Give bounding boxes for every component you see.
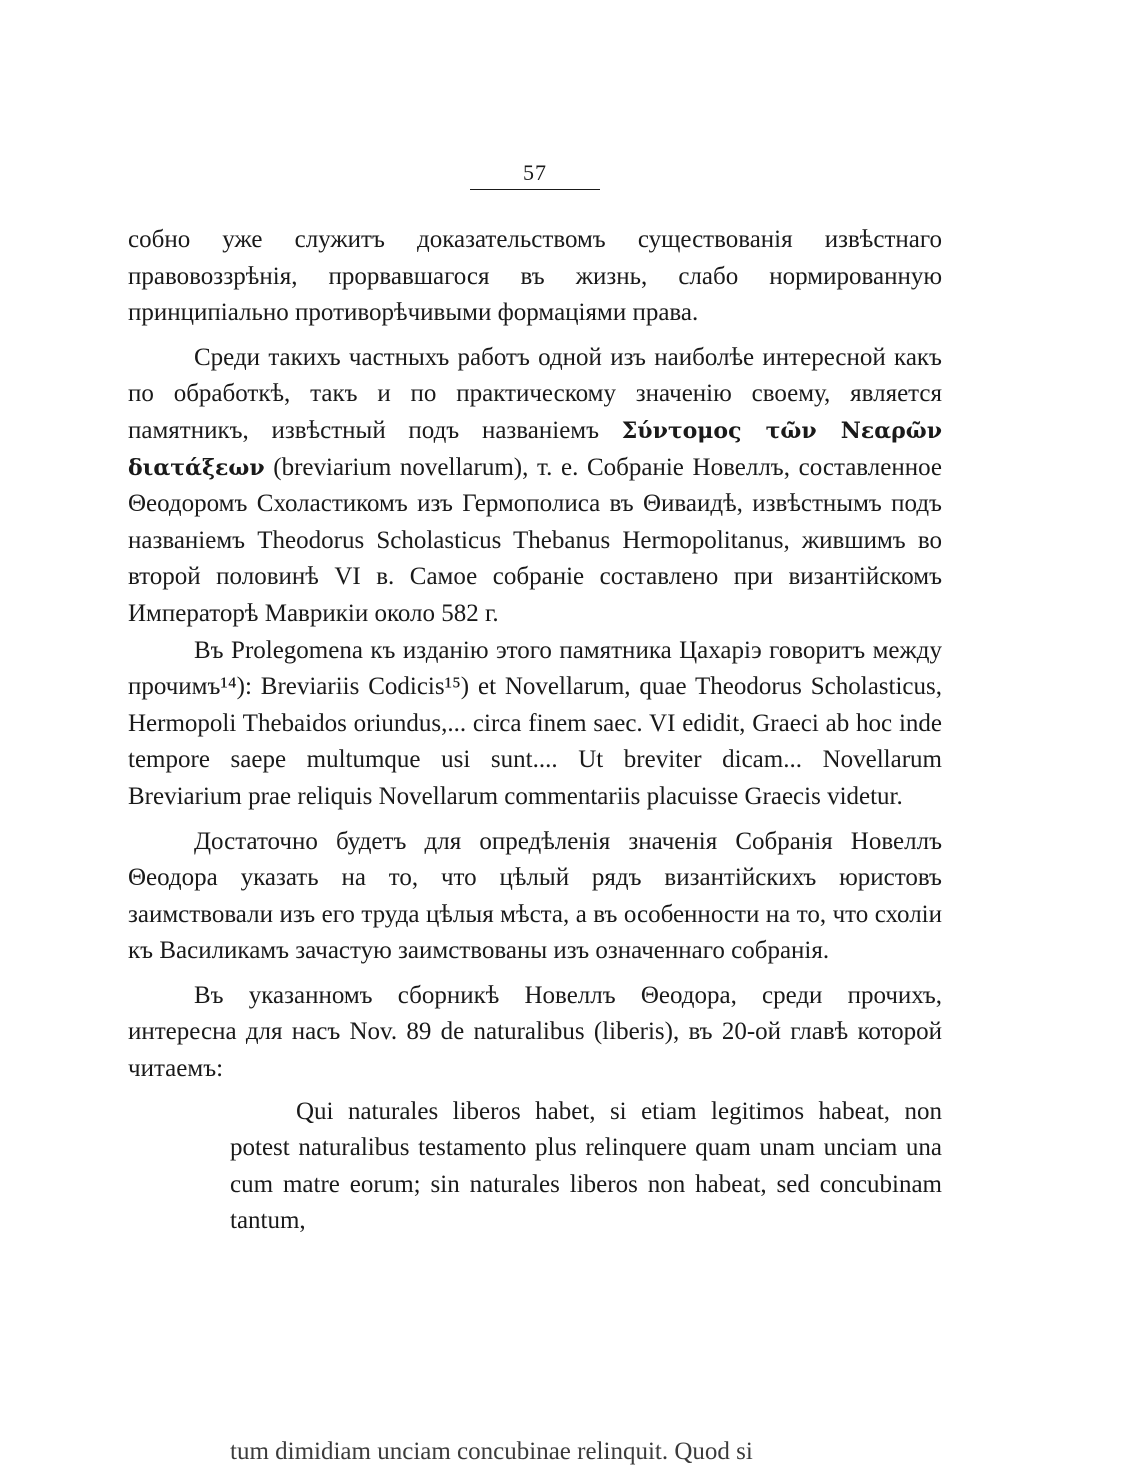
paragraph-2-end: (breviarium novellarum), т. е. Собраніе Новеллъ, составленное Θеодоромъ Схоластикомъ изъ Гермополиса въ Θиваидѣ, извѣстнымъ подъ названіемъ Theodorus Scholasticus Thebanus Hermopolitanus, жившимъ во второй половинѣ VI в. Самое собраніе составлено при византійскомъ Императорѣ Маврикіи около 582 г. [128, 453, 942, 627]
page-number: 57 [523, 160, 547, 185]
greek-title: Σύντομος τῶν Νεαρῶν διατάξεων [128, 417, 942, 481]
paragraph-3: Въ Prolegomena къ изданію этого памятника Цахаріэ говоритъ между прочимъ¹⁴): Breviariis Codicis¹⁵) et Novellarum, quae Theodorus Scholasticus, Hermopoli Thebaidos oriundus,... circa finem saec. VI edidit, Graeci ab hoc inde tempore saepe multumque usi sunt.... Ut breviter dicam... Novellarum Breviarium prae reliquis Novellarum commentariis placuisse Graecis videtur. [128, 636, 942, 810]
paragraph-2 [128, 340, 942, 633]
paragraph-5: Въ указанномъ сборникѣ Новеллъ Θеодора, среди прочихъ, интересна для насъ Nov. 89 de naturalibus (liberis), въ 20-ой главѣ которой читаемъ: [128, 981, 942, 1083]
truncated-line: tum dimidiam unciam concubinae relinquit. Quod si [230, 1438, 753, 1465]
paragraph-1: собно уже служитъ доказательствомъ существованія извѣстнаго правовоззрѣнія, прорвавшагося въ жизнь, слабо нормированную принципіально противорѣчивыми формаціями права. [128, 226, 942, 327]
latin-quotation: Qui naturales liberos habet, si etiam legitimos habeat, non potest naturalibus testamento plus relinquere quam unam unciam una cum matre eorum; sin naturales liberos non habeat, sed concubinam tantum, [230, 1097, 942, 1235]
body-text [128, 222, 942, 1240]
paragraph-2-start: Среди такихъ частныхъ работъ одной изъ наиболѣе интересной какъ по обработкѣ, такъ и по практическому значенію своему, является памятникъ, извѣстный подъ названіемъ [128, 343, 942, 444]
paragraph-4: Достаточно будетъ для опредѣленія значенія Собранія Новеллъ Θеодора указать на то, что цѣлый рядъ византійскихъ юристовъ заимствовали изъ его труда цѣлыя мѣста, а въ особенности на то, что схоліи къ Василикамъ зачастую заимствованы изъ означеннаго собранія. [128, 827, 942, 965]
page-number-rule [470, 189, 600, 190]
